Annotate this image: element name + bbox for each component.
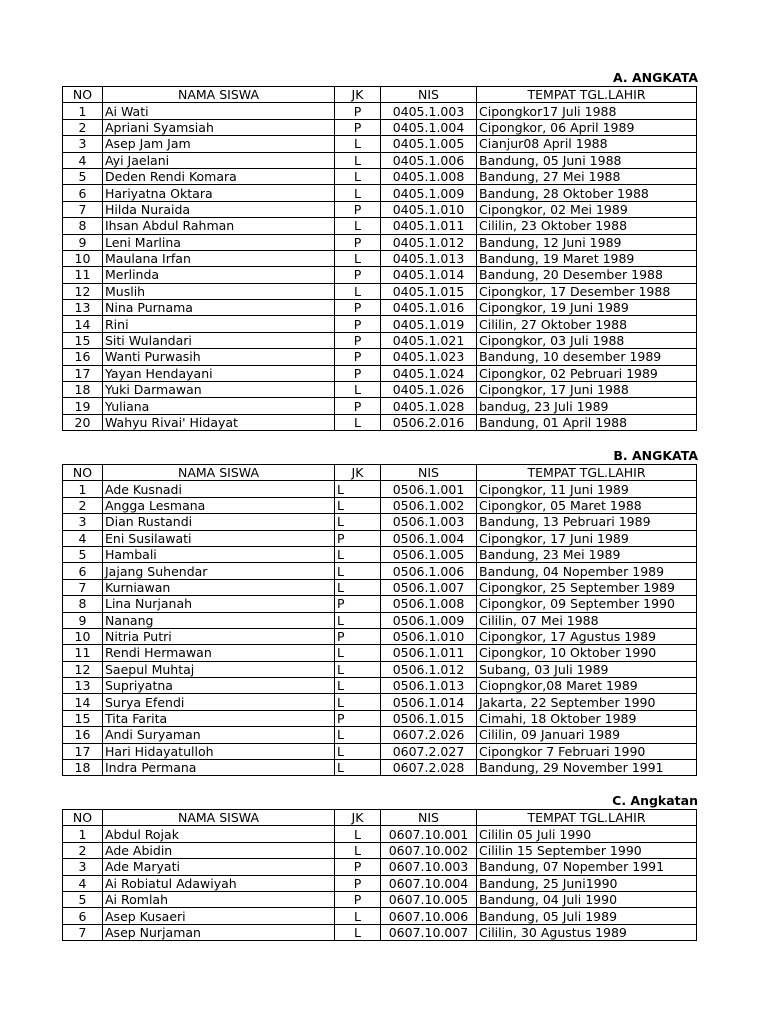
row-number: 10: [63, 628, 103, 644]
birth-place-date: Bandung, 12 Juni 1989: [477, 234, 697, 250]
birth-place-date: Cipongkor, 06 April 1989: [477, 119, 697, 135]
row-number: 15: [63, 710, 103, 726]
student-id: 0405.1.004: [381, 119, 477, 135]
student-table-c: [62, 809, 697, 941]
row-number: 16: [63, 349, 103, 365]
birth-place-date: Bandung, 13 Pebruari 1989: [477, 514, 697, 530]
student-id: 0405.1.014: [381, 267, 477, 283]
gender: L: [335, 908, 381, 924]
birth-place-date: Bandung, 28 Oktober 1988: [477, 185, 697, 201]
student-id: 0506.1.002: [381, 497, 477, 513]
gender: P: [335, 316, 381, 332]
header-ttl: TEMPAT TGL.LAHIR: [477, 87, 697, 103]
row-number: 8: [63, 218, 103, 234]
student-name: Indra Permana: [103, 760, 335, 776]
student-id: 0506.1.006: [381, 563, 477, 579]
student-name: Leni Marlina: [103, 234, 335, 250]
student-id: 0506.2.016: [381, 414, 477, 430]
table-row: [63, 316, 697, 332]
table-row: [63, 234, 697, 250]
birth-place-date: Cililin, 27 Oktober 1988: [477, 316, 697, 332]
student-id: 0405.1.024: [381, 365, 477, 381]
birth-place-date: Bandung, 05 Juli 1989: [477, 908, 697, 924]
student-name: Saepul Muhtaj: [103, 661, 335, 677]
row-number: 13: [63, 300, 103, 316]
birth-place-date: Cililin, 07 Mei 1988: [477, 612, 697, 628]
student-name: Nanang: [103, 612, 335, 628]
student-id: 0607.10.006: [381, 908, 477, 924]
gender: P: [335, 349, 381, 365]
table-row: [63, 579, 697, 595]
birth-place-date: Bandung, 07 Nopember 1991: [477, 859, 697, 875]
student-id: 0405.1.009: [381, 185, 477, 201]
header-no: NO: [63, 810, 103, 826]
student-id: 0506.1.010: [381, 628, 477, 644]
row-number: 13: [63, 678, 103, 694]
birth-place-date: Cipongkor, 17 Desember 1988: [477, 283, 697, 299]
student-table-b: [62, 464, 697, 776]
gender: P: [335, 875, 381, 891]
student-id: 0405.1.010: [381, 201, 477, 217]
student-name: Hilda Nuraida: [103, 201, 335, 217]
gender: L: [335, 678, 381, 694]
row-number: 6: [63, 563, 103, 579]
header-ttl: TEMPAT TGL.LAHIR: [477, 810, 697, 826]
gender: L: [335, 185, 381, 201]
birth-place-date: Cililin, 23 Oktober 1988: [477, 218, 697, 234]
birth-place-date: Cipongkor, 09 September 1990: [477, 596, 697, 612]
table-row: [63, 365, 697, 381]
table-row: [63, 250, 697, 266]
gender: L: [335, 694, 381, 710]
gender: L: [335, 842, 381, 858]
student-id: 0405.1.008: [381, 168, 477, 184]
student-id: 0607.10.002: [381, 842, 477, 858]
birth-place-date: Bandung, 20 Desember 1988: [477, 267, 697, 283]
table-row: [63, 546, 697, 562]
row-number: 3: [63, 514, 103, 530]
student-name: Ade Kusnadi: [103, 481, 335, 497]
gender: P: [335, 201, 381, 217]
table-row: [63, 481, 697, 497]
row-number: 3: [63, 859, 103, 875]
table-row: [63, 924, 697, 940]
birth-place-date: Cipongkor, 17 Juni 1989: [477, 530, 697, 546]
table-row: [63, 694, 697, 710]
birth-place-date: Bandung, 29 November 1991: [477, 760, 697, 776]
student-id: 0405.1.003: [381, 103, 477, 119]
student-name: Eni Susilawati: [103, 530, 335, 546]
gender: L: [335, 250, 381, 266]
row-number: 14: [63, 694, 103, 710]
table-row: [63, 332, 697, 348]
student-name: Maulana Irfan: [103, 250, 335, 266]
student-name: Yuki Darmawan: [103, 382, 335, 398]
table-row: [63, 908, 697, 924]
birth-place-date: Bandung, 27 Mei 1988: [477, 168, 697, 184]
student-id: 0506.1.003: [381, 514, 477, 530]
student-name: Dian Rustandi: [103, 514, 335, 530]
birth-place-date: Bandung, 25 Juni1990: [477, 875, 697, 891]
birth-place-date: Cimahi, 18 Oktober 1989: [477, 710, 697, 726]
table-row: [63, 645, 697, 661]
student-name: Angga Lesmana: [103, 497, 335, 513]
student-name: Ai Robiatul Adawiyah: [103, 875, 335, 891]
birth-place-date: Cianjur08 April 1988: [477, 136, 697, 152]
student-name: Nitria Putri: [103, 628, 335, 644]
birth-place-date: Cipongkor, 19 Juni 1989: [477, 300, 697, 316]
gender: L: [335, 579, 381, 595]
student-name: Andi Suryaman: [103, 727, 335, 743]
gender: L: [335, 645, 381, 661]
gender: P: [335, 596, 381, 612]
header-jk: JK: [335, 87, 381, 103]
row-number: 7: [63, 201, 103, 217]
row-number: 2: [63, 497, 103, 513]
student-id: 0405.1.021: [381, 332, 477, 348]
gender: P: [335, 398, 381, 414]
student-name: Muslih: [103, 283, 335, 299]
row-number: 12: [63, 661, 103, 677]
row-number: 10: [63, 250, 103, 266]
row-number: 11: [63, 267, 103, 283]
student-name: Ai Wati: [103, 103, 335, 119]
gender: L: [335, 924, 381, 940]
row-number: 19: [63, 398, 103, 414]
birth-place-date: Ciopngkor,08 Maret 1989: [477, 678, 697, 694]
table-row: [63, 119, 697, 135]
table-row: [63, 563, 697, 579]
gender: P: [335, 267, 381, 283]
student-name: Abdul Rojak: [103, 826, 335, 842]
student-id: 0405.1.005: [381, 136, 477, 152]
table-row: [63, 185, 697, 201]
student-id: 0506.1.004: [381, 530, 477, 546]
table-row: [63, 300, 697, 316]
student-name: Supriyatna: [103, 678, 335, 694]
student-name: Asep Jam Jam: [103, 136, 335, 152]
student-name: Hambali: [103, 546, 335, 562]
table-row: [63, 628, 697, 644]
birth-place-date: Cipongkor, 05 Maret 1988: [477, 497, 697, 513]
row-number: 7: [63, 579, 103, 595]
header-nama: NAMA SISWA: [103, 87, 335, 103]
table-row: [63, 530, 697, 546]
gender: L: [335, 497, 381, 513]
student-id: 0607.10.005: [381, 891, 477, 907]
row-number: 7: [63, 924, 103, 940]
header-no: NO: [63, 87, 103, 103]
gender: L: [335, 514, 381, 530]
row-number: 16: [63, 727, 103, 743]
row-number: 1: [63, 103, 103, 119]
student-name: Surya Efendi: [103, 694, 335, 710]
birth-place-date: Cipongkor, 02 Mei 1989: [477, 201, 697, 217]
student-id: 0506.1.008: [381, 596, 477, 612]
header-jk: JK: [335, 465, 381, 481]
student-name: Kurniawan: [103, 579, 335, 595]
gender: L: [335, 546, 381, 562]
table-row: [63, 414, 697, 430]
gender: L: [335, 136, 381, 152]
gender: L: [335, 760, 381, 776]
header-jk: JK: [335, 810, 381, 826]
student-name: Hari Hidayatulloh: [103, 743, 335, 759]
row-number: 2: [63, 119, 103, 135]
table-row: [63, 398, 697, 414]
gender: L: [335, 382, 381, 398]
header-nama: NAMA SISWA: [103, 810, 335, 826]
student-id: 0405.1.013: [381, 250, 477, 266]
gender: L: [335, 481, 381, 497]
student-id: 0405.1.019: [381, 316, 477, 332]
student-name: Ai Romlah: [103, 891, 335, 907]
table-row: [63, 842, 697, 858]
row-number: 17: [63, 365, 103, 381]
row-number: 9: [63, 234, 103, 250]
row-number: 6: [63, 185, 103, 201]
gender: L: [335, 152, 381, 168]
row-number: 5: [63, 891, 103, 907]
gender: L: [335, 414, 381, 430]
table-row: [63, 136, 697, 152]
birth-place-date: Subang, 03 Juli 1989: [477, 661, 697, 677]
table-row: [63, 875, 697, 891]
gender: L: [335, 826, 381, 842]
birth-place-date: Cipongkor, 17 Agustus 1989: [477, 628, 697, 644]
student-id: 0506.1.015: [381, 710, 477, 726]
table-row: [63, 891, 697, 907]
birth-place-date: Bandung, 23 Mei 1989: [477, 546, 697, 562]
student-id: 0607.10.007: [381, 924, 477, 940]
gender: P: [335, 103, 381, 119]
table-row: [63, 201, 697, 217]
row-number: 2: [63, 842, 103, 858]
student-name: Jajang Suhendar: [103, 563, 335, 579]
table-row: [63, 218, 697, 234]
gender: P: [335, 859, 381, 875]
section-c-title: C. Angkatan: [612, 793, 698, 808]
table-row: [63, 382, 697, 398]
student-name: Lina Nurjanah: [103, 596, 335, 612]
table-row: [63, 710, 697, 726]
student-name: Rendi Hermawan: [103, 645, 335, 661]
student-name: Wahyu Rivai' Hidayat: [103, 414, 335, 430]
birth-place-date: Cipongkor, 02 Pebruari 1989: [477, 365, 697, 381]
table-row: [63, 497, 697, 513]
row-number: 1: [63, 481, 103, 497]
table-row: [63, 103, 697, 119]
table-header-row: [63, 465, 697, 481]
row-number: 8: [63, 596, 103, 612]
student-id: 0405.1.026: [381, 382, 477, 398]
student-id: 0506.1.007: [381, 579, 477, 595]
row-number: 9: [63, 612, 103, 628]
birth-place-date: Cipongkor, 17 Juni 1988: [477, 382, 697, 398]
student-name: Ade Maryati: [103, 859, 335, 875]
student-name: Deden Rendi Komara: [103, 168, 335, 184]
student-name: Ihsan Abdul Rahman: [103, 218, 335, 234]
student-name: Nina Purnama: [103, 300, 335, 316]
birth-place-date: Bandung, 04 Nopember 1989: [477, 563, 697, 579]
gender: P: [335, 119, 381, 135]
birth-place-date: Cililin 15 September 1990: [477, 842, 697, 858]
student-id: 0607.2.026: [381, 727, 477, 743]
student-id: 0607.10.001: [381, 826, 477, 842]
student-name: Merlinda: [103, 267, 335, 283]
student-id: 0506.1.005: [381, 546, 477, 562]
student-name: Yayan Hendayani: [103, 365, 335, 381]
table-row: [63, 283, 697, 299]
student-id: 0506.1.009: [381, 612, 477, 628]
table-row: [63, 826, 697, 842]
student-id: 0506.1.013: [381, 678, 477, 694]
birth-place-date: Cipongkor, 11 Juni 1989: [477, 481, 697, 497]
table-header-row: [63, 810, 697, 826]
table-row: [63, 760, 697, 776]
row-number: 15: [63, 332, 103, 348]
gender: P: [335, 234, 381, 250]
birth-place-date: Bandung, 05 Juni 1988: [477, 152, 697, 168]
birth-place-date: Cililin 05 Juli 1990: [477, 826, 697, 842]
table-row: [63, 596, 697, 612]
gender: P: [335, 891, 381, 907]
student-name: Tita Farita: [103, 710, 335, 726]
gender: P: [335, 332, 381, 348]
student-id: 0405.1.016: [381, 300, 477, 316]
row-number: 20: [63, 414, 103, 430]
table-row: [63, 514, 697, 530]
birth-place-date: Cipongkor, 03 Juli 1988: [477, 332, 697, 348]
gender: L: [335, 563, 381, 579]
table-row: [63, 267, 697, 283]
row-number: 12: [63, 283, 103, 299]
table-row: [63, 152, 697, 168]
student-id: 0405.1.011: [381, 218, 477, 234]
birth-place-date: Cililin, 30 Agustus 1989: [477, 924, 697, 940]
table-header-row: [63, 87, 697, 103]
gender: P: [335, 710, 381, 726]
student-id: 0506.1.014: [381, 694, 477, 710]
table-row: [63, 661, 697, 677]
student-id: 0506.1.012: [381, 661, 477, 677]
student-id: 0607.2.028: [381, 760, 477, 776]
student-id: 0506.1.001: [381, 481, 477, 497]
row-number: 14: [63, 316, 103, 332]
header-nis: NIS: [381, 87, 477, 103]
table-row: [63, 859, 697, 875]
table-row: [63, 678, 697, 694]
birth-place-date: Bandung, 10 desember 1989: [477, 349, 697, 365]
student-table-a: [62, 86, 697, 431]
row-number: 3: [63, 136, 103, 152]
birth-place-date: Bandung, 04 Juli 1990: [477, 891, 697, 907]
student-name: Hariyatna Oktara: [103, 185, 335, 201]
header-nis: NIS: [381, 810, 477, 826]
table-row: [63, 612, 697, 628]
student-id: 0607.10.004: [381, 875, 477, 891]
birth-place-date: Cipongkor17 Juli 1988: [477, 103, 697, 119]
student-name: Ayi Jaelani: [103, 152, 335, 168]
header-no: NO: [63, 465, 103, 481]
row-number: 18: [63, 760, 103, 776]
header-nama: NAMA SISWA: [103, 465, 335, 481]
birth-place-date: Cipongkor, 25 September 1989: [477, 579, 697, 595]
gender: L: [335, 727, 381, 743]
student-name: Apriani Syamsiah: [103, 119, 335, 135]
student-id: 0405.1.006: [381, 152, 477, 168]
birth-place-date: Bandung, 01 April 1988: [477, 414, 697, 430]
table-row: [63, 727, 697, 743]
gender: L: [335, 743, 381, 759]
gender: P: [335, 300, 381, 316]
header-nis: NIS: [381, 465, 477, 481]
gender: L: [335, 168, 381, 184]
table-row: [63, 743, 697, 759]
header-ttl: TEMPAT TGL.LAHIR: [477, 465, 697, 481]
student-id: 0607.2.027: [381, 743, 477, 759]
birth-place-date: bandug, 23 Juli 1989: [477, 398, 697, 414]
student-name: Siti Wulandari: [103, 332, 335, 348]
student-name: Asep Kusaeri: [103, 908, 335, 924]
gender: L: [335, 283, 381, 299]
student-id: 0607.10.003: [381, 859, 477, 875]
gender: L: [335, 661, 381, 677]
row-number: 5: [63, 546, 103, 562]
row-number: 4: [63, 875, 103, 891]
birth-place-date: Cipongkor, 10 Oktober 1990: [477, 645, 697, 661]
section-a-title: A. ANGKATA: [612, 70, 698, 85]
row-number: 11: [63, 645, 103, 661]
student-name: Rini: [103, 316, 335, 332]
student-name: Ade Abidin: [103, 842, 335, 858]
gender: P: [335, 628, 381, 644]
birth-place-date: Jakarta, 22 September 1990: [477, 694, 697, 710]
student-id: 0405.1.028: [381, 398, 477, 414]
birth-place-date: Cililin, 09 Januari 1989: [477, 727, 697, 743]
gender: L: [335, 612, 381, 628]
row-number: 5: [63, 168, 103, 184]
gender: P: [335, 365, 381, 381]
row-number: 17: [63, 743, 103, 759]
gender: L: [335, 218, 381, 234]
student-id: 0405.1.012: [381, 234, 477, 250]
student-id: 0506.1.011: [381, 645, 477, 661]
row-number: 18: [63, 382, 103, 398]
row-number: 4: [63, 152, 103, 168]
section-b-title: B. ANGKATA: [613, 448, 698, 463]
table-row: [63, 168, 697, 184]
birth-place-date: Bandung, 19 Maret 1989: [477, 250, 697, 266]
student-name: Yuliana: [103, 398, 335, 414]
gender: P: [335, 530, 381, 546]
birth-place-date: Cipongkor 7 Februari 1990: [477, 743, 697, 759]
student-id: 0405.1.015: [381, 283, 477, 299]
student-name: Wanti Purwasih: [103, 349, 335, 365]
row-number: 4: [63, 530, 103, 546]
row-number: 1: [63, 826, 103, 842]
student-name: Asep Nurjaman: [103, 924, 335, 940]
row-number: 6: [63, 908, 103, 924]
table-row: [63, 349, 697, 365]
student-id: 0405.1.023: [381, 349, 477, 365]
